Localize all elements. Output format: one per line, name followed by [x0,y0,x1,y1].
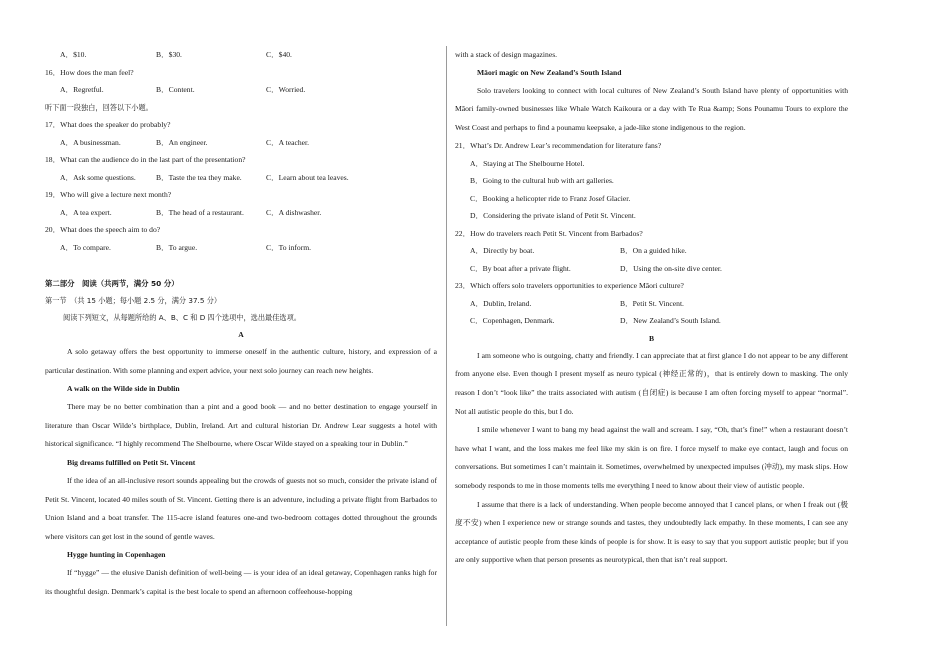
passage-b-paragraph-1: I am someone who is outgoing, chatty and friendly. I can appreciate that at first glance I do not appear to be any different from anyone else. Even though I present myself as neuro typical (神经正常的)，that is entirely down to masking. The only reason I don’t “look like” the traits associated with autism (自闭症) is because I am often forcing myself to appear “normal”. Not all autistic people do this, but I do. [455,350,848,416]
option-b[interactable]: B．$30. [156,50,182,59]
option-d[interactable]: D．Considering the private island of Petit St. Vincent. [470,211,636,221]
option-b[interactable]: B．On a guided hike. [620,246,687,256]
left-column [45,46,437,602]
column-divider [446,46,447,626]
question-20-stem: 20．What does the speech aim to do? [45,225,161,234]
question-22-stem: 22．How do travelers reach Petit St. Vincent from Barbados? [455,228,643,238]
section-1-title: 第一节 （共 15 小题；每小题 2.5 分，满分 37.5 分） [45,296,222,305]
option-c[interactable]: C．Learn about tea leaves. [266,172,349,182]
passage-b-paragraph-2: I smile whenever I want to bang my head against the wall and scream. I say, “Oh, that’s fine!” when a restaurant doesn’t have what I want, and the loss makes me feel like my skin is on fire. I force myself to make eye contact, laugh and focus on conversations. But sometimes I can’t maintain it. Sometimes, overwhelmed by unexpected impulses (冲动), my mask slips. How somebody responds to me in those moments tells me everything I need to know about their view of autistic people. [455,425,848,490]
paragraph-copenhagen: If “hygge” — the elusive Danish definition of well-being — is your idea of an ideal getaway, Copenhagen ranks high for its thoughtful design. Denmark’s capital is the best locale to spend an afternoon coffeehouse-hopping [45,568,437,596]
question-16-stem: 16．How does the man feel? [45,67,134,77]
option-a[interactable]: A．Directly by boat. [470,246,535,256]
q15-options [45,46,437,64]
option-c[interactable]: C．Copenhagen, Denmark. [470,316,555,326]
q19-options [45,204,437,222]
paragraph-maori: Solo travelers looking to connect with local cultures of New Zealand’s South Island have plenty of opportunities with Māori family-owned businesses like Whale Watch Kaikoura or a day with Te Rua &amp; Sons Pounamu Tours to explore the West Coast and perhaps to find a pounamu keepsake, a jade-like stone indigenous to the region. [455,85,848,132]
passage-a-intro: A solo getaway offers the best opportunity to immerse oneself in the authentic culture, history, and expression of a particular destination. With some planning and expert advice, your next solo journey can reach new heights. [45,347,437,375]
passage-b-paragraph-3: I assume that there is a lack of understanding. When people become annoyed that I cancel plans, or when I freak out (极度不安) when I experience new or strange sounds and tastes, they undoubtedly lack empathy. In these moments, I can see any acceptance of autistic people from these kinds of people is for show. It is easy to say that you support autistic people; but if you are only supportive when that person presents as neurotypical, then that isn’t real support. [455,499,848,565]
option-c[interactable]: C．A dishwasher. [266,207,322,217]
option-a[interactable]: A．A tea expert. [60,207,112,217]
right-column [455,46,848,570]
question-21-stem: 21．What’s Dr. Andrew Lear’s recommendation for literature fans? [455,141,662,151]
heading-maori: Māori magic on New Zealand’s South Island [477,67,622,77]
question-19-stem: 19．Who will give a lecture next month? [45,190,172,199]
q17-options [45,134,437,152]
option-a[interactable]: A．Ask some questions. [60,172,136,182]
q23-options-ab [455,295,848,313]
reading-instruction: 阅读下列短文，从每题所给的 A、B、C 和 D 四个选项中，选出最佳选项。 [63,313,301,322]
passage-a-letter: A [238,330,244,339]
q22-options-cd [455,260,848,278]
question-18-stem: 18．What can the audience do in the last part of the presentation? [45,155,246,164]
passage-b-letter: B [648,333,655,343]
option-d[interactable]: D．Using the on-site dive center. [620,263,722,273]
question-23-stem: 23．Which offers solo travelers opportunities to experience Māori culture? [455,281,684,291]
option-a[interactable]: A．Staying at The Shelbourne Hotel. [470,158,585,168]
option-c[interactable]: C．To inform. [266,242,312,252]
option-c[interactable]: C．$40. [266,50,292,59]
option-c[interactable]: C．Worried. [266,85,306,94]
option-b[interactable]: B．Taste the tea they make. [156,172,242,182]
option-b[interactable]: B．Petit St. Vincent. [620,298,684,308]
option-a[interactable]: A．Dublin, Ireland. [470,298,532,308]
q23-options-cd [455,312,848,330]
option-b[interactable]: B．Content. [156,85,195,94]
option-a[interactable]: A．A businessman. [60,137,121,147]
option-d[interactable]: D．New Zealand’s South Island. [620,316,721,326]
paragraph-dublin: There may be no better combination than a pint and a good book — and no better destination to engage yourself in literature than Oscar Wilde’s birthplace, Dublin, Ireland. Art and cultural historian Dr. Andrew Lear suggests a hotel with historical significance. “I highly recommend The Shelbourne, where Oscar Wilde stayed on a speaking tour in Dublin.” [45,402,437,449]
option-a[interactable]: A．Regretful. [60,85,104,94]
option-c[interactable]: C．By boat after a private flight. [470,263,571,273]
heading-copenhagen: Hygge hunting in Copenhagen [67,550,166,560]
option-b[interactable]: B．To argue. [156,242,198,252]
option-b[interactable]: B．The head of a restaurant. [156,207,244,217]
option-a[interactable]: A．To compare. [60,242,111,252]
heading-petit-st-vincent: Big dreams fulfilled on Petit St. Vincent [67,457,196,467]
paragraph-petit-st-vincent: If the idea of an all-inclusive resort sounds appealing but the crowds of guests not so much, consider the private island of Petit St. Vincent, located 40 miles south of St. Vincent. Getting there is an adventure, including a private flight from Barbados to Union Island and a boat transfer. The 115-acre island features one-and two-bedroom cottages dotted throughout the grounds where visitors can get lost in the sound of gentle waves. [45,475,437,541]
part-2-title: 第二部分 阅读（共两节，满分 50 分） [45,279,179,288]
option-b[interactable]: B．Going to the cultural hub with art galleries. [470,176,614,186]
option-c[interactable]: C．A teacher. [266,137,310,147]
monologue-instruction: 听下面一段独白，回答以下小题。 [45,102,153,112]
q16-options [45,81,437,99]
q20-options [45,239,437,257]
option-c[interactable]: C．Booking a helicopter ride to Franz Josef Glacier. [470,193,631,203]
question-17-stem: 17．What does the speaker do probably? [45,120,171,129]
option-b[interactable]: B．An engineer. [156,137,208,147]
paragraph-copenhagen-end: with a stack of design magazines. [455,50,558,59]
heading-dublin: A walk on the Wilde side in Dublin [67,384,180,394]
q22-options-ab [455,242,848,260]
q18-options [45,169,437,187]
option-a[interactable]: A．$10. [60,50,87,59]
